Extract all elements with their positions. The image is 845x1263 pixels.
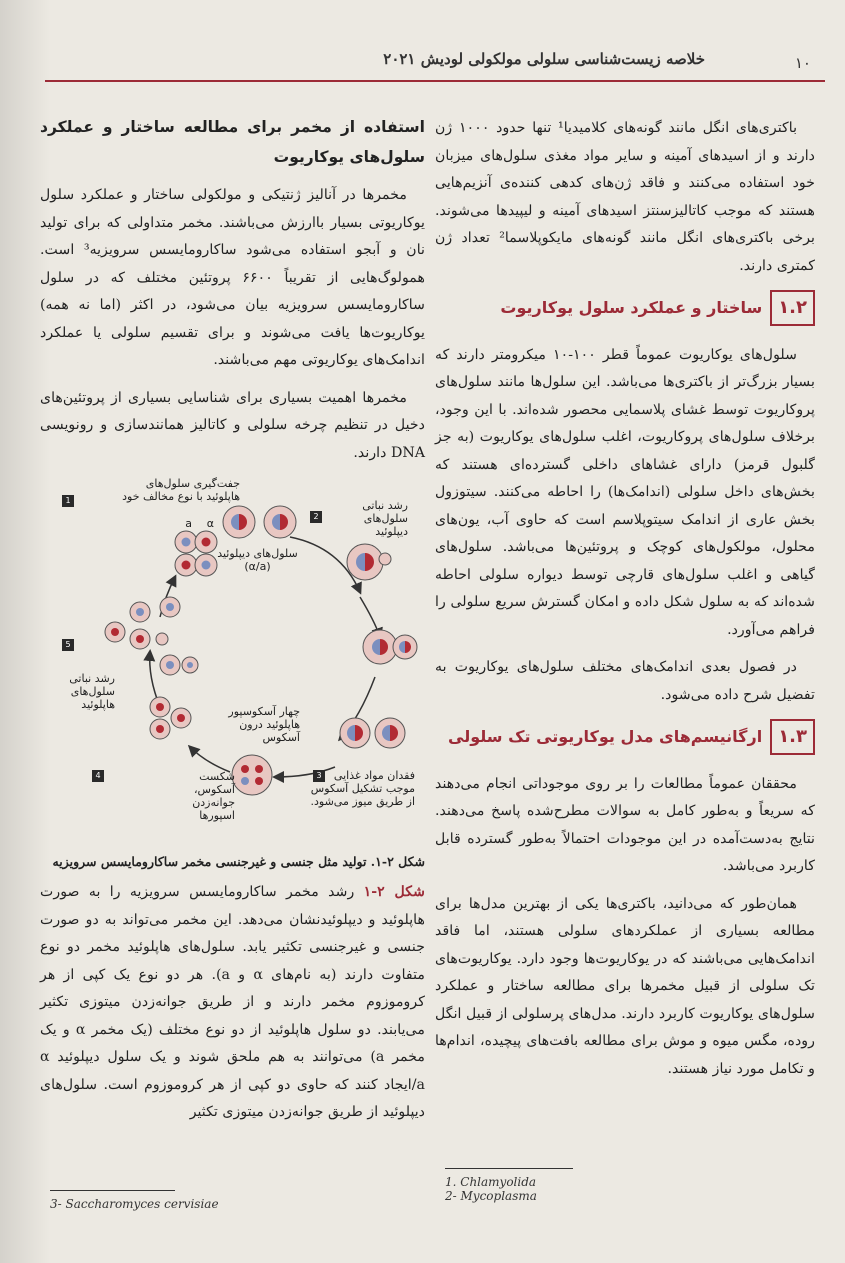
yeast-heading: استفاده از مخمر برای مطالعه ساختار و عملکرد سلول‌های یوکاریوت — [40, 118, 425, 166]
section-number: ۱.۲ — [770, 290, 815, 326]
step-3-badge: 3 — [313, 770, 325, 782]
paragraph-bacteria-models: همان‌طور که می‌دانید، باکتری‌ها یکی از بهترین مدل‌ها برای مطالعه بسیاری از عملکردهای سلولی هستند، اما فاقد اندامک‌هایی می‌باشند که در یوکاریوت‌ها وجود دارد. یوکاریوت‌های تک سلولی از قبیل مخمرها برای مطالعه ساختار و عملکرد سلول‌های یوکاریوت کاربرد دارند. مدل‌های پرسلولی از قبیل انگل روده، مگس میوه و موش برای مطالعه بافت‌های پیچیده، اندام‌ها و تکامل مورد نیاز هستند. — [435, 895, 815, 1077]
left-column — [40, 112, 425, 1137]
section-title: ارگانیسم‌های مدل یوکاریوتی تک سلولی — [448, 727, 763, 746]
section-number: ۱.۳ — [770, 719, 815, 755]
footnote-1: 1. Chlamyolida — [445, 1175, 537, 1189]
header-rule — [45, 80, 825, 82]
mating-cells — [175, 531, 217, 576]
label-ascus-rupture: شکست آسکوس، جوانه‌زدن اسپورها — [192, 770, 235, 822]
paragraph-model-organisms: محققان عموماً مطالعات را بر روی موجوداتی انجام می‌دهند که سریعاً و به‌طور کامل به سوالات مطرح‌شده پاسخ می‌دهند. نتایج به‌دست‌آمده در این موجودات احتمالاً به‌طور گسترده قابل کاربرد می‌باشد. — [435, 775, 815, 874]
figure-caption: شکل ۲-۱. تولید مثل جنسی و غیرجنسی مخمر ساکارومایسس سرویزیه — [52, 854, 425, 869]
label-mating: جفت‌گیری سلول‌های هاپلوئید با نوع مخالف خود — [122, 477, 240, 503]
diploid-pair-bottom — [340, 718, 405, 748]
label-four-ascospores: چهار آسکوسپور هاپلوئید درون آسکوس — [228, 705, 300, 744]
diploid-cell-top-left — [223, 506, 255, 538]
budding-diploid-cell — [347, 544, 391, 580]
paragraph-parasitic-bacteria: باکتری‌های انگل مانند گونه‌های کلامیدیا¹ تنها حدود ۱۰۰۰ ژن دارند و از اسیدهای آمینه و سایر مواد مغذی سلول‌های میزبان خود استفاده می‌کنند و فاقد ژن‌های کدهی کننده‌ی آنزیم‌هایی هستند که موجب کاتالیزسنتز اسیدهای آمینه و لیپیدها می‌شوند. برخی باکتری‌های انگل مانند گونه‌های مایکوپلاسما² تعداد ژن کمتری دارند. — [435, 120, 815, 274]
right-column — [435, 115, 815, 1093]
step-5-badge: 5 — [62, 639, 74, 651]
ascus-four-spores — [232, 755, 272, 795]
paragraph-organelles-next: در فصول بعدی اندامک‌های مختلف سلول‌های یوکاریوت به تفضیل شرح داده می‌شود. — [435, 659, 815, 703]
figure-description-text: رشد مخمر ساکارومایسس سرویزیه را به صورت هاپلوئید و دیپلوئیدنشان می‌دهد. این مخمر می‌تواند به دو صورت جنسی و غیرجنسی تکثیر یابد. سلول‌های هاپلوئید مخمر دو نوع متفاوت دارند (به نام‌های α و a). هر دو نوع یک کپی از هر کروموزوم مخمر دارند و از طریق جوانه‌زدن میتوزی تکثیر می‌یابند. دو سلول هاپلوئید از دو نوع مختلف (یک مخمر α و یک مخمر a) می‌توانند به هم ملحق شوند و یک سلول دیپلوئید α /aایجاد کنند که حاوی دو کپی از هر کروموزوم است. سلول‌های دیپلوئید از طریق جوانه‌زدن میتوزی تکثیر — [40, 884, 425, 1120]
page-header — [45, 44, 825, 84]
page-number: ۱۰ — [794, 54, 811, 72]
footnotes-right — [445, 1168, 575, 1203]
paragraph-yeast-proteins: مخمرها اهمیت بسیاری برای شناسایی بسیاری از پروتئین‌های دخیل در تنظیم چرخه سلولی و کاتالیز همانندسازی و رونویسی DNA دارند. — [40, 389, 425, 461]
footnotes-left — [50, 1190, 290, 1211]
label-diploid-cells: سلول‌های دیپلوئید (α/a) — [217, 547, 298, 573]
label-alpha: α — [206, 517, 214, 530]
section-title: ساختار و عملکرد سلول یوکاریوت — [500, 298, 763, 317]
section-heading-1-3 — [435, 719, 815, 755]
label-haploid-growth: رشد نباتی سلول‌های هاپلوئید — [69, 672, 115, 711]
footnote-3: 3- Saccharomyces cervisiae — [50, 1197, 219, 1211]
label-diploid-growth: رشد نباتی سلول‌های دیپلوئید — [362, 499, 408, 538]
label-nutrient-loss: فقدان مواد غذایی موجب تشکیل آسکوس از طریق میوز می‌شود. — [310, 769, 415, 808]
paragraph-yeast-value: مخمرها در آنالیز ژنتیکی و مولکولی ساختار و عملکرد سلول یوکاریوتی بسیار باارزش می‌باشند. مخمر متداولی که برای تولید نان و آبجو استفاده می‌شود ساکارومایسس سرویزیه³ است. همولوگ‌هایی از تقریباً ۶۶۰۰ پروتئین مختلف که در سلول ساکارومایسس سرویزیه بیان می‌شود، در اکثر (اما نه همه) یوکاریوت‌ها یافت می‌شوند و برای تقسیم سلولی یا عملکرد اندامک‌های یوکاریوتی مهم می‌باشند. — [40, 187, 425, 368]
section-heading-1-2 — [435, 290, 815, 326]
footnote-2: 2- Mycoplasma — [445, 1189, 537, 1203]
diploid-cell-top-right — [264, 506, 296, 538]
dividing-diploid-cell — [363, 630, 417, 664]
step-2-badge: 2 — [310, 511, 322, 523]
figure-reference: شکل ۲-۱ — [363, 884, 425, 900]
label-a: a — [185, 517, 192, 530]
yeast-life-cycle-figure — [40, 477, 425, 847]
step-4-badge: 4 — [92, 770, 104, 782]
haploid-cells-left — [105, 597, 198, 739]
paragraph-figure-description — [40, 879, 425, 1127]
footnote-rule — [445, 1168, 573, 1169]
paragraph-eukaryote-structure: سلول‌های یوکاریوت عموماً قطر ۱۰۰-۱۰ میکرومتر دارند که بسیار بزرگ‌تر از باکتری‌ها می‌باشد. این سلول‌ها مانند سلول‌های پروکاریوت توسط غشای پلاسمایی محصور شده‌اند. با این وجود، برخلاف سلول‌های پروکاریوت، اغلب سلول‌های یوکاریوت (به جز گلبول قرمز) دارای غشاهای داخلی گسترده‌ای هستند که بخش‌های داخل سلولی (اندامک‌ها) را احاطه می‌کنند. سیتوزول بخش عاری از اندامک سیتوپلاسم است که حاوی آب، یون‌های محلول، مولکول‌های کوچک و پروتئین‌ها می‌باشد. سلول‌های گیاهی و اغلب سلول‌های قارچی توسط دیواره سلولی احاطه شده‌اند که به سلول شکل داده و امکان گسترش سریع سلولی را فراهم می‌آورد. — [435, 346, 815, 638]
footnote-rule — [50, 1190, 175, 1191]
arrow-ascus-rupture — [190, 747, 230, 772]
step-1-badge: 1 — [62, 495, 74, 507]
running-title: خلاصه زیست‌شناسی سلولی مولکولی لودیش ۲۰۲۱ — [383, 50, 705, 68]
